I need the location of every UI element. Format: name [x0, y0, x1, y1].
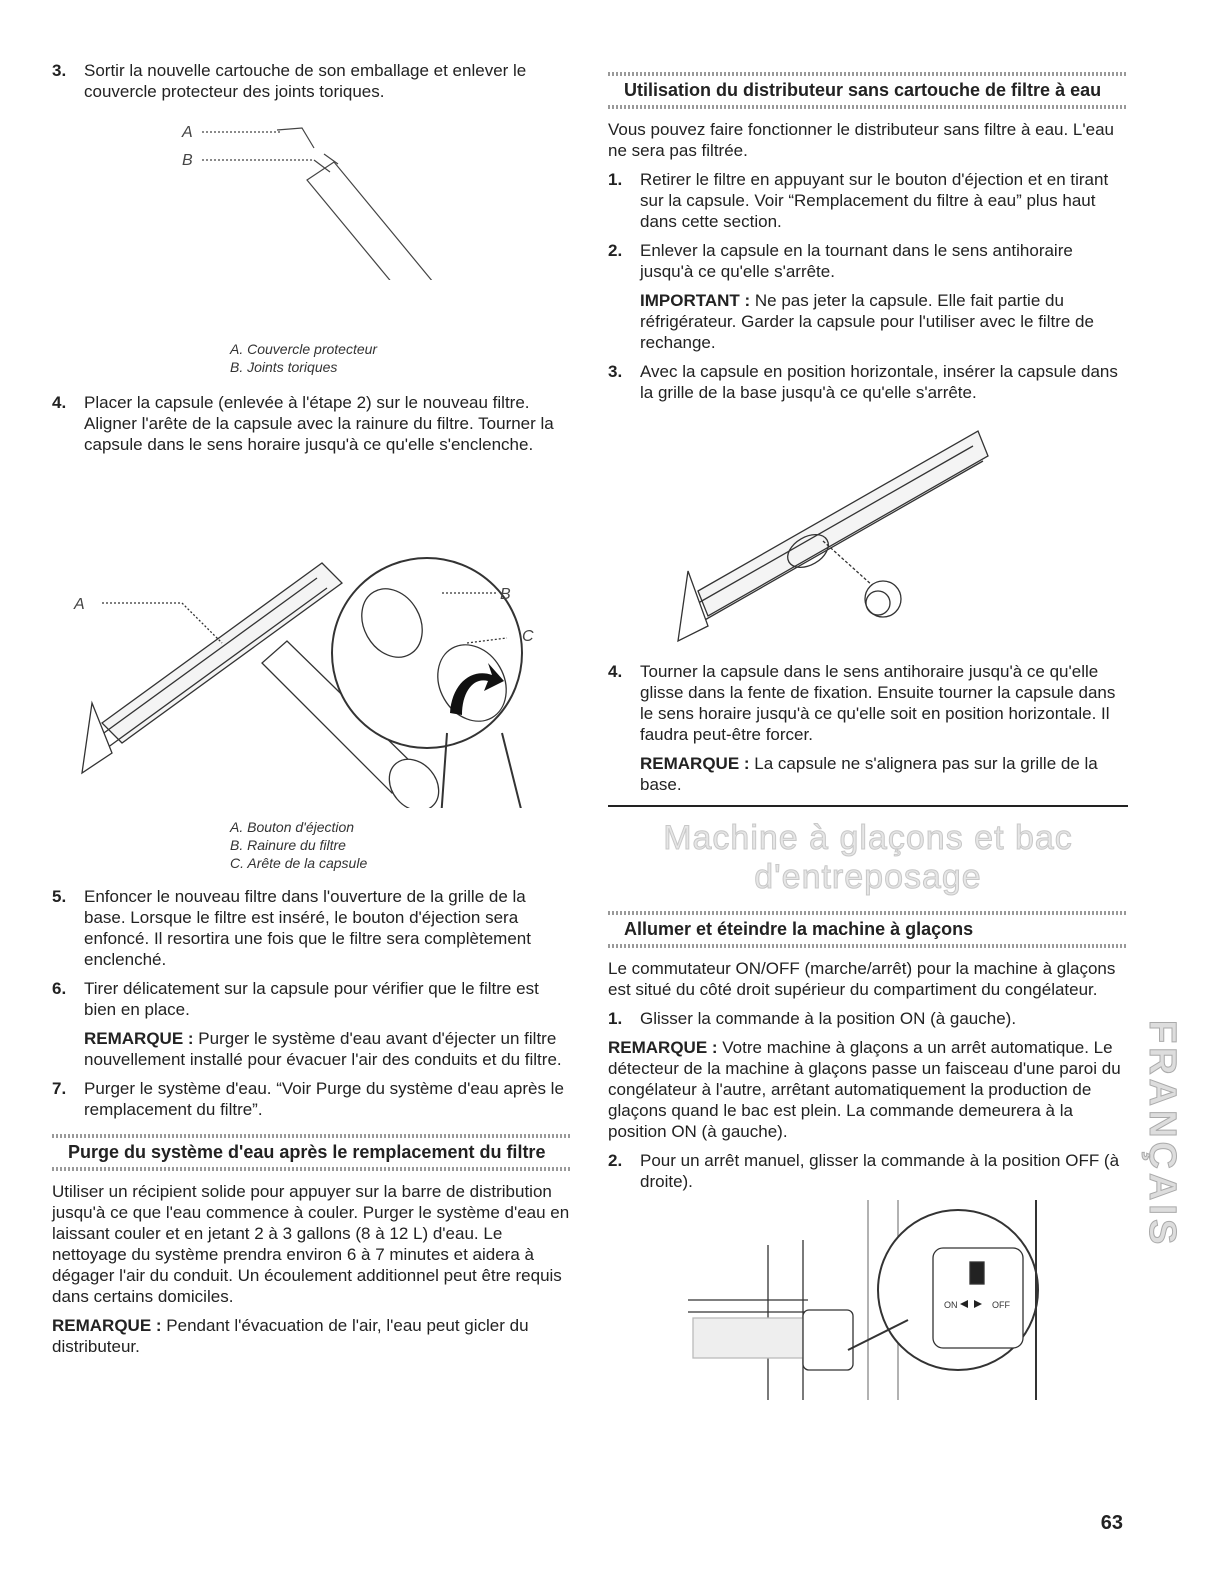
ice-step-2 [608, 1150, 1128, 1192]
filter-install-illustration [52, 463, 572, 808]
language-label: FRANÇAIS [1141, 1020, 1183, 1249]
step-number: 4. [608, 662, 623, 681]
step-text: Enfoncer le nouveau filtre dans l'ouverture de la grille de la base. Lorsque le filtre est inséré, le bouton d'éjection sera enfoncé. Il resortira une fois que le filtre sera complètement enclenché. [84, 887, 531, 969]
step-number: 1. [608, 170, 623, 189]
step-1 [608, 169, 1128, 232]
purge-remark [52, 1315, 572, 1357]
label-a: A [182, 124, 193, 141]
chapter-banner: Machine à glaçons et bac d'entreposage [663, 819, 1073, 896]
step-number: 1. [608, 1009, 623, 1028]
filter-cartridge-illustration [52, 110, 572, 280]
remark-text: Purger le système d'eau avant d'éjecter un filtre nouvellement installé pour évacuer l'air des conduits et du filtre. [84, 1029, 562, 1069]
right-column [608, 62, 1128, 1400]
remark-label: REMARQUE : [84, 1029, 194, 1048]
step-number: 3. [52, 61, 67, 80]
step-number: 6. [52, 979, 67, 998]
left-column [52, 60, 572, 1357]
language-side-tab [1141, 1020, 1185, 1350]
section-title-purge: Purge du système d'eau après le remplacement du filtre [52, 1134, 572, 1171]
caption-c: C. Arête de la capsule [230, 855, 368, 871]
step-number: 5. [52, 887, 67, 906]
section-rule [608, 805, 1128, 807]
ice-maker-paragraph: Le commutateur ON/OFF (marche/arrêt) pour la machine à glaçons est situé du côté droit supérieur du compartiment du congélateur. [608, 959, 1116, 999]
step-5 [52, 886, 572, 970]
label-b: B [182, 152, 193, 169]
ice-step-1 [608, 1008, 1128, 1029]
label-a: A [74, 596, 85, 613]
label-b: B [500, 586, 511, 603]
step-number: 4. [52, 393, 67, 412]
step-text: Pour un arrêt manuel, glisser la commande à la position OFF (à droite). [640, 1151, 1120, 1191]
step-3 [52, 60, 572, 102]
figure-ice-switch [608, 1200, 1128, 1400]
remark-step-6 [84, 1028, 572, 1070]
ice-switch-illustration [608, 1200, 1128, 1400]
step-text: Tourner la capsule dans le sens antihoraire jusqu'à ce qu'elle glisse dans la fente de fixation. Ensuite tourner la capsule dans le sens horaire jusqu'à ce qu'elle soit en position horizontale. Il faudra peut-être forcer. [640, 662, 1116, 744]
important-note [640, 290, 1128, 353]
step-text: Retirer le filtre en appuyant sur le bouton d'éjection et en tirant sur la capsule. Voir “Remplacement du filtre à eau” plus haut dans cette section. [640, 170, 1109, 231]
step-4 [52, 392, 572, 455]
caption-b: B. Rainure du filtre [230, 837, 346, 853]
step-number: 7. [52, 1079, 67, 1098]
remark-text: Pendant l'évacuation de l'air, l'eau peut gicler du distributeur. [52, 1316, 529, 1356]
step-text: Sortir la nouvelle cartouche de son emballage et enlever le couvercle protecteur des joints toriques. [84, 61, 527, 101]
ice-remark [608, 1037, 1128, 1142]
step-number: 2. [608, 1151, 623, 1170]
remark-text: Votre machine à glaçons a un arrêt automatique. Le détecteur de la machine à glaçons passe un faisceau d'une paroi du congélateur à l'autre, arrêtant automatiquement la production de glaçons quand le bac est plein. La commande demeurera à la position ON (à gauche). [608, 1038, 1121, 1141]
step-text: Enlever la capsule en la tournant dans le sens antihoraire jusqu'à ce qu'elle s'arrête. [640, 241, 1073, 281]
remark-step-4 [640, 753, 1128, 795]
step-text: Placer la capsule (enlevée à l'étape 2) sur le nouveau filtre. Aligner l'arête de la capsule avec la rainure du filtre. Tourner la capsule dans le sens horaire jusqu'à ce qu'elle s'enclenche. [84, 393, 554, 454]
step-3 [608, 361, 1128, 403]
remark-label: REMARQUE : [52, 1316, 162, 1335]
step-number: 3. [608, 362, 623, 381]
caption-a: A. Bouton d'éjection [230, 819, 355, 835]
off-label: OFF [992, 1300, 1010, 1310]
section-title-no-filter: Utilisation du distributeur sans cartouche de filtre à eau [608, 72, 1128, 109]
remark-label: REMARQUE : [640, 754, 750, 773]
step-2 [608, 240, 1128, 282]
step-4 [608, 661, 1128, 745]
step-7 [52, 1078, 572, 1120]
cap-grille-illustration [608, 411, 1128, 661]
remark-label: REMARQUE : [608, 1038, 718, 1057]
caption-b: B. Joints toriques [230, 359, 338, 375]
step-number: 2. [608, 241, 623, 260]
remark-text: La capsule ne s'alignera pas sur la grille de la base. [640, 754, 1098, 794]
page-number: 63 [1100, 1512, 1123, 1534]
section-title-ice-maker: Allumer et éteindre la machine à glaçons [608, 911, 1128, 948]
figure-filter-install [52, 463, 572, 808]
important-label: IMPORTANT : [640, 291, 751, 310]
important-text: Ne pas jeter la capsule. Elle fait partie du réfrigérateur. Garder la capsule pour l'utiliser avec le filtre de rechange. [640, 291, 1094, 352]
step-text: Purger le système d'eau. “Voir Purge du système d'eau après le remplacement du filtre”. [84, 1079, 564, 1119]
on-label: ON [944, 1300, 958, 1310]
label-c: C [522, 628, 534, 645]
step-6 [52, 978, 572, 1020]
step-text: Tirer délicatement sur la capsule pour vérifier que le filtre est bien en place. [84, 979, 539, 1019]
caption-a: A. Couvercle protecteur [230, 341, 378, 357]
step-text: Glisser la commande à la position ON (à gauche). [640, 1009, 1017, 1028]
purge-paragraph: Utiliser un récipient solide pour appuyer sur la barre de distribution jusqu'à ce que l'eau commence à couler. Purger le système d'eau en laissant couler et en jetant 2 à 3 gallons (8 à 12 L) d'eau. Le nettoyage du système prendra environ 6 à 7 minutes et aidera à dégager l'air du conduit. Un écoulement additionnel peut être requis dans certains domiciles. [52, 1182, 570, 1306]
figure-cap-in-grille [608, 411, 1128, 661]
step-text: Avec la capsule en position horizontale, insérer la capsule dans la grille de la base jusqu'à ce qu'elle s'arrête. [640, 362, 1118, 402]
intro-paragraph: Vous pouvez faire fonctionner le distributeur sans filtre à eau. L'eau ne sera pas filtrée. [608, 120, 1114, 160]
figure-filter-cartridge [52, 110, 572, 280]
